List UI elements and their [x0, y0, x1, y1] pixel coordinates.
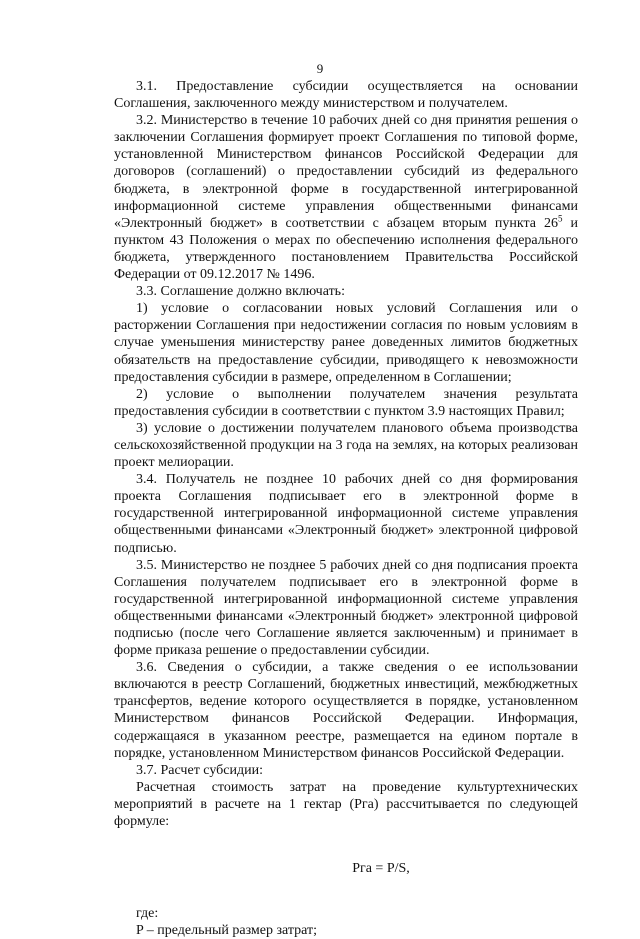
document-body — [114, 78, 578, 939]
paragraph-3-3: 3.3. Соглашение должно включать: — [136, 284, 345, 300]
formula: Pга = P/S, — [352, 861, 410, 877]
paragraph-3-2-text-a: 3.2. Министерство в течение 10 рабочих дней со дня принятия решения о заключении Соглашения формирует проект Соглашения по типовой форме, установленной Министерством финансов Российской Федерации для договоров (соглашений) о предоставлении субсидий из федерального бюджета, в электронной форме в государственной интегрированной информационной системе управления общественными финансами «Электронный бюджет» в соответствии с абзацем вторым пункта 26 — [114, 113, 578, 231]
paragraph-3-2-text-b: и пунктом 43 Положения о мерах по обеспечению исполнения федерального бюджета, утвержденного постановлением Правительства Российской Федерации от 09.12.2017 № 1496. — [114, 215, 578, 283]
list-item-2: 2) условие о выполнении получателем значения результата предоставления субсидии в соответствии с пунктом 3.9 настоящих Правил; — [114, 386, 578, 419]
paragraph-3-4: 3.4. Получатель не позднее 10 рабочих дней со дня формирования проекта Соглашения подписывает его в электронной форме в государственной интегрированной информационной системе управления общественными финансами «Электронный бюджет» электронной цифровой подписью. — [114, 472, 578, 556]
paragraph-3-2 — [114, 112, 578, 283]
page-number: 9 — [316, 61, 324, 76]
where-label: где: — [136, 906, 159, 922]
superscript-5: 5 — [558, 213, 563, 224]
list-item-1: 1) условие о согласовании новых условий Соглашения или о расторжении Соглашения при недостижении согласия по новым условиям в случае уменьшения министерству ранее доведенных лимитов бюджетных обязательств на предоставление субсидии, приводящего к невозможности предоставления субсидии в размере, определенном в Соглашении; — [114, 301, 578, 385]
variable-definition-p: P – предельный размер затрат; — [136, 923, 318, 939]
paragraph-3-7: 3.7. Расчет субсидии: — [136, 762, 263, 778]
paragraph-3-1: 3.1. Предоставление субсидии осуществляется на основании Соглашения, заключенного между министерством и получателем. — [114, 79, 578, 112]
paragraph-3-5: 3.5. Министерство не позднее 5 рабочих дней со дня подписания проекта Соглашения получателем подписывает его в электронной форме в государственной интегрированной информационной системе управления общественными финансами «Электронный бюджет» электронной цифровой подписью (после чего Соглашение является заключенным) и принимает в форме приказа решение о предоставлении субсидии. — [114, 557, 578, 659]
list-item-3: 3) условие о достижении получателем планового объема производства сельскохозяйственной продукции на 3 года на землях, на которых реализован проект мелиорации. — [114, 420, 578, 471]
paragraph-calc-description: Расчетная стоимость затрат на проведение культуртехнических мероприятий в расчете на 1 гектар (Pга) рассчитывается по следующей формуле: — [114, 779, 578, 830]
paragraph-3-6: 3.6. Сведения о субсидии, а также сведения о ее использовании включаются в реестр Соглашений, бюджетных инвестиций, межбюджетных трансфертов, ведение которого осуществляется в порядке, установленном Министерством финансов Российской Федерации. Информация, содержащаяся в указанном реестре, размещается на едином портале в порядке, установленном Министерством финансов Российской Федерации. — [114, 660, 578, 761]
